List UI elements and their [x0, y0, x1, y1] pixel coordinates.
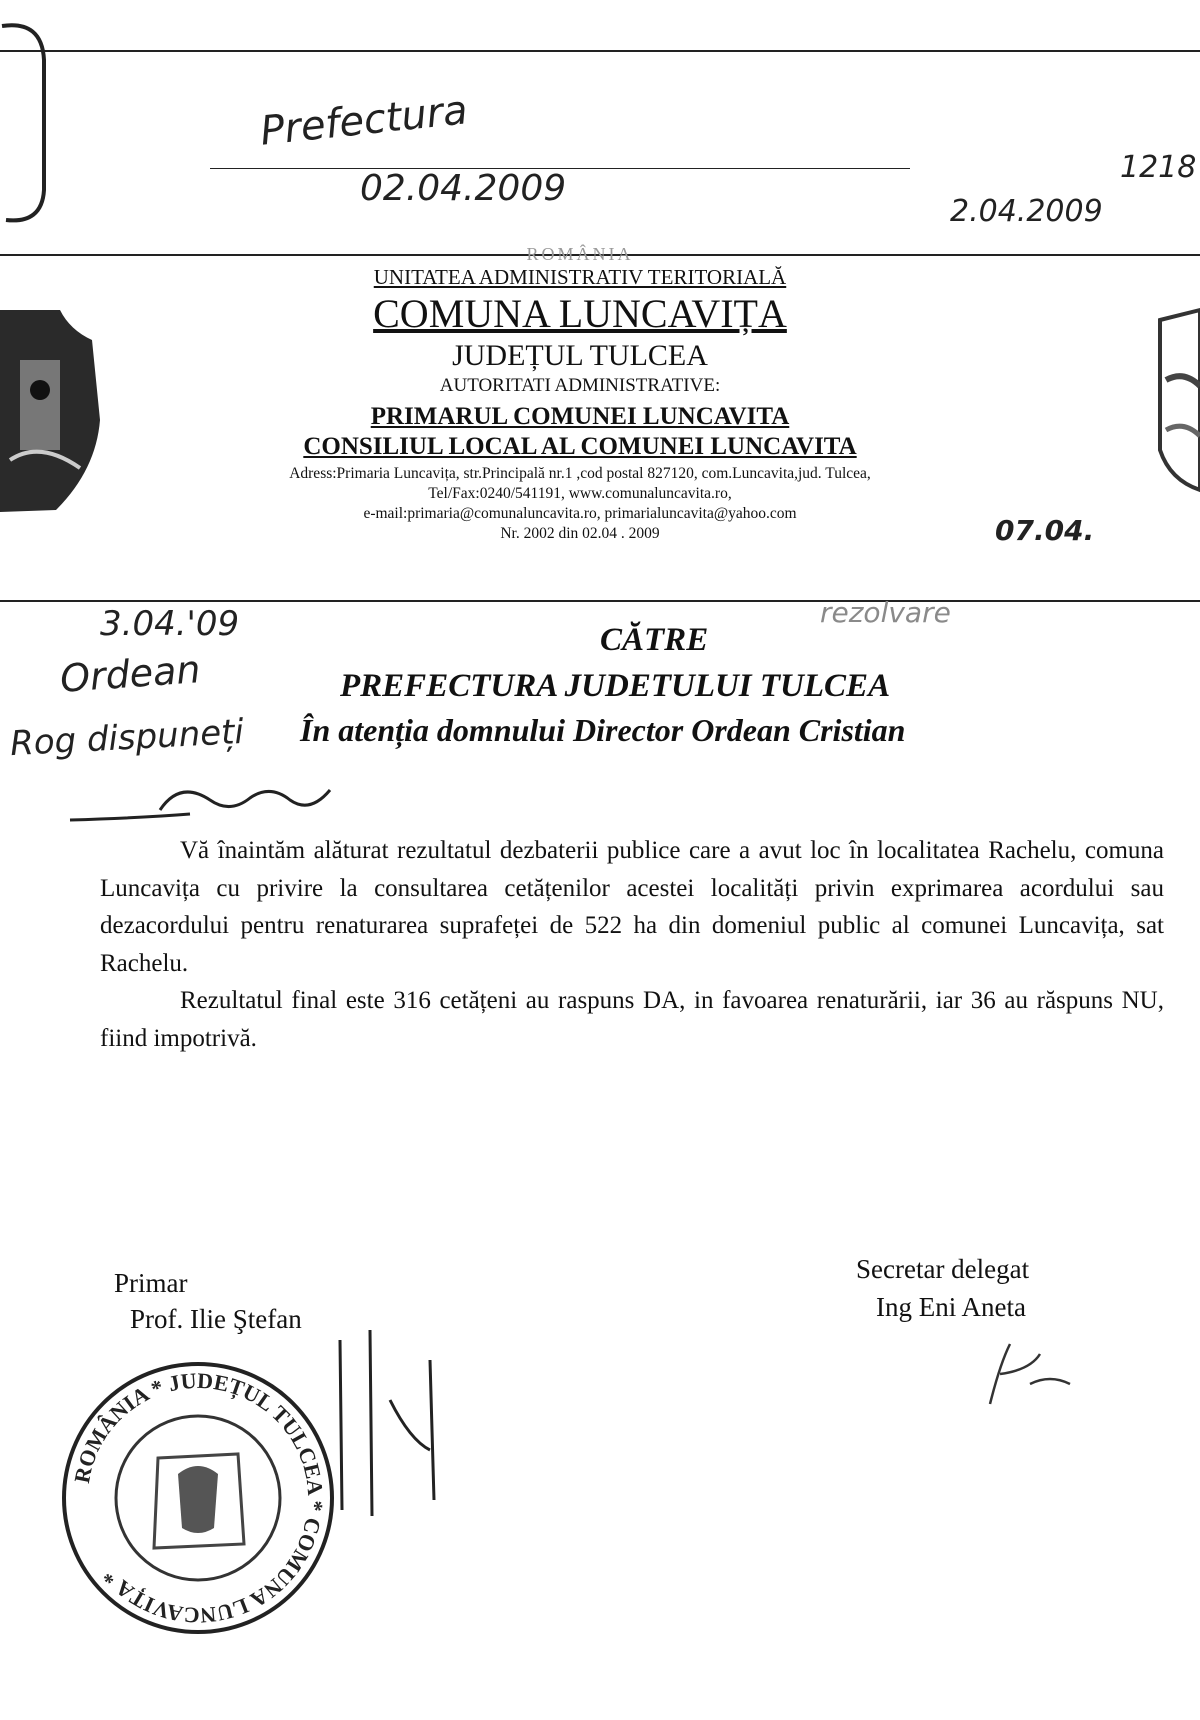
handwritten-left-note: Rog dispuneți: [9, 711, 245, 765]
letterhead-address: Adress:Primaria Luncavița, str.Principală nr.1 ,cod postal 827120, com.Luncavita,jud. Tulcea,: [289, 465, 871, 482]
letterhead-phone: Tel/Fax:0240/541191, www.comunaluncavita.ro,: [428, 485, 732, 502]
primar-signature: [330, 1320, 460, 1520]
handwritten-initials: [60, 770, 340, 830]
letterhead-primar: PRIMARUL COMUNEI LUNCAVITA: [370, 403, 790, 430]
official-stamp: [58, 1358, 338, 1638]
letterhead-uat: UNITATEA ADMINISTRATIV TERITORIALĂ: [373, 265, 787, 289]
letterhead-consiliu: CONSILIUL LOCAL AL COMUNEI LUNCAVITA: [303, 433, 857, 460]
body-paragraph-2: Rezultatul final este 316 cetățeni au raspuns DA, in favoarea renaturării, iar 36 au răspuns NU, fiind impotrivă.: [100, 987, 1164, 1052]
stamp-ring-text: ROMÂNIA * JUDEȚUL TULCEA * COMUNA LUNCAVIȚA *: [68, 1367, 329, 1629]
romania-coat-of-arms: [0, 300, 110, 520]
signature-primar-name: Prof. Ilie Ştefan: [130, 1304, 302, 1334]
handwritten-left-name: Ordean: [58, 647, 202, 701]
handwritten-registration-number: 1218: [1120, 150, 1197, 185]
letterhead-judet: JUDEȚUL TULCEA: [452, 339, 708, 372]
signature-secretar-title: Secretar delegat: [856, 1254, 1030, 1284]
body-paragraph-1: Vă înaintăm alăturat rezultatul dezbaterii publice care a avut loc în localitatea Rachelu, comuna Luncavița cu privire la consultarea cetățenilor acestei localități privin exprimarea acordului sau dezacordului pentru renaturarea suprafeței de 522 ha din domeniul public al comunei Luncavița, sat Rachelu.: [100, 837, 1164, 977]
letterhead: [180, 244, 980, 543]
header-bottom-rule: [0, 600, 1200, 602]
letterhead-comuna: COMUNA LUNCAVIȚA: [373, 291, 787, 336]
handwritten-top-note: Prefectura: [258, 87, 470, 155]
top-rule: [0, 50, 1200, 52]
letterhead-email: e-mail:primaria@comunaluncavita.ro, primarialuncavita@yahoo.com: [363, 505, 797, 522]
recipient-catre: CĂTRE: [600, 622, 709, 658]
handwritten-left-date: 3.04.'09: [100, 604, 240, 644]
handwritten-top-date: 02.04.2009: [360, 168, 567, 209]
recipient-attention: În atenția domnului Director Ordean Cristian: [300, 712, 906, 748]
handwritten-right-note: rezolvare: [820, 596, 951, 629]
handwritten-right-date: 07.04.: [995, 514, 1095, 547]
secretar-signature: [970, 1334, 1080, 1414]
recipient-prefectura: PREFECTURA JUDETULUI TULCEA: [340, 668, 891, 704]
county-coat-of-arms: [1140, 300, 1200, 500]
letterhead-number: Nr. 2002 din 02.04 . 2009: [500, 525, 660, 542]
signature-secretar-name: Ing Eni Aneta: [876, 1292, 1026, 1322]
handwritten-registration-date: 2.04.2009: [950, 194, 1103, 229]
signature-primar-title: Primar: [114, 1268, 188, 1298]
letter-body: [100, 832, 1164, 1057]
letterhead-country: ROMÂNIA: [526, 244, 634, 264]
letterhead-autoritati: AUTORITATI ADMINISTRATIVE:: [439, 375, 721, 396]
